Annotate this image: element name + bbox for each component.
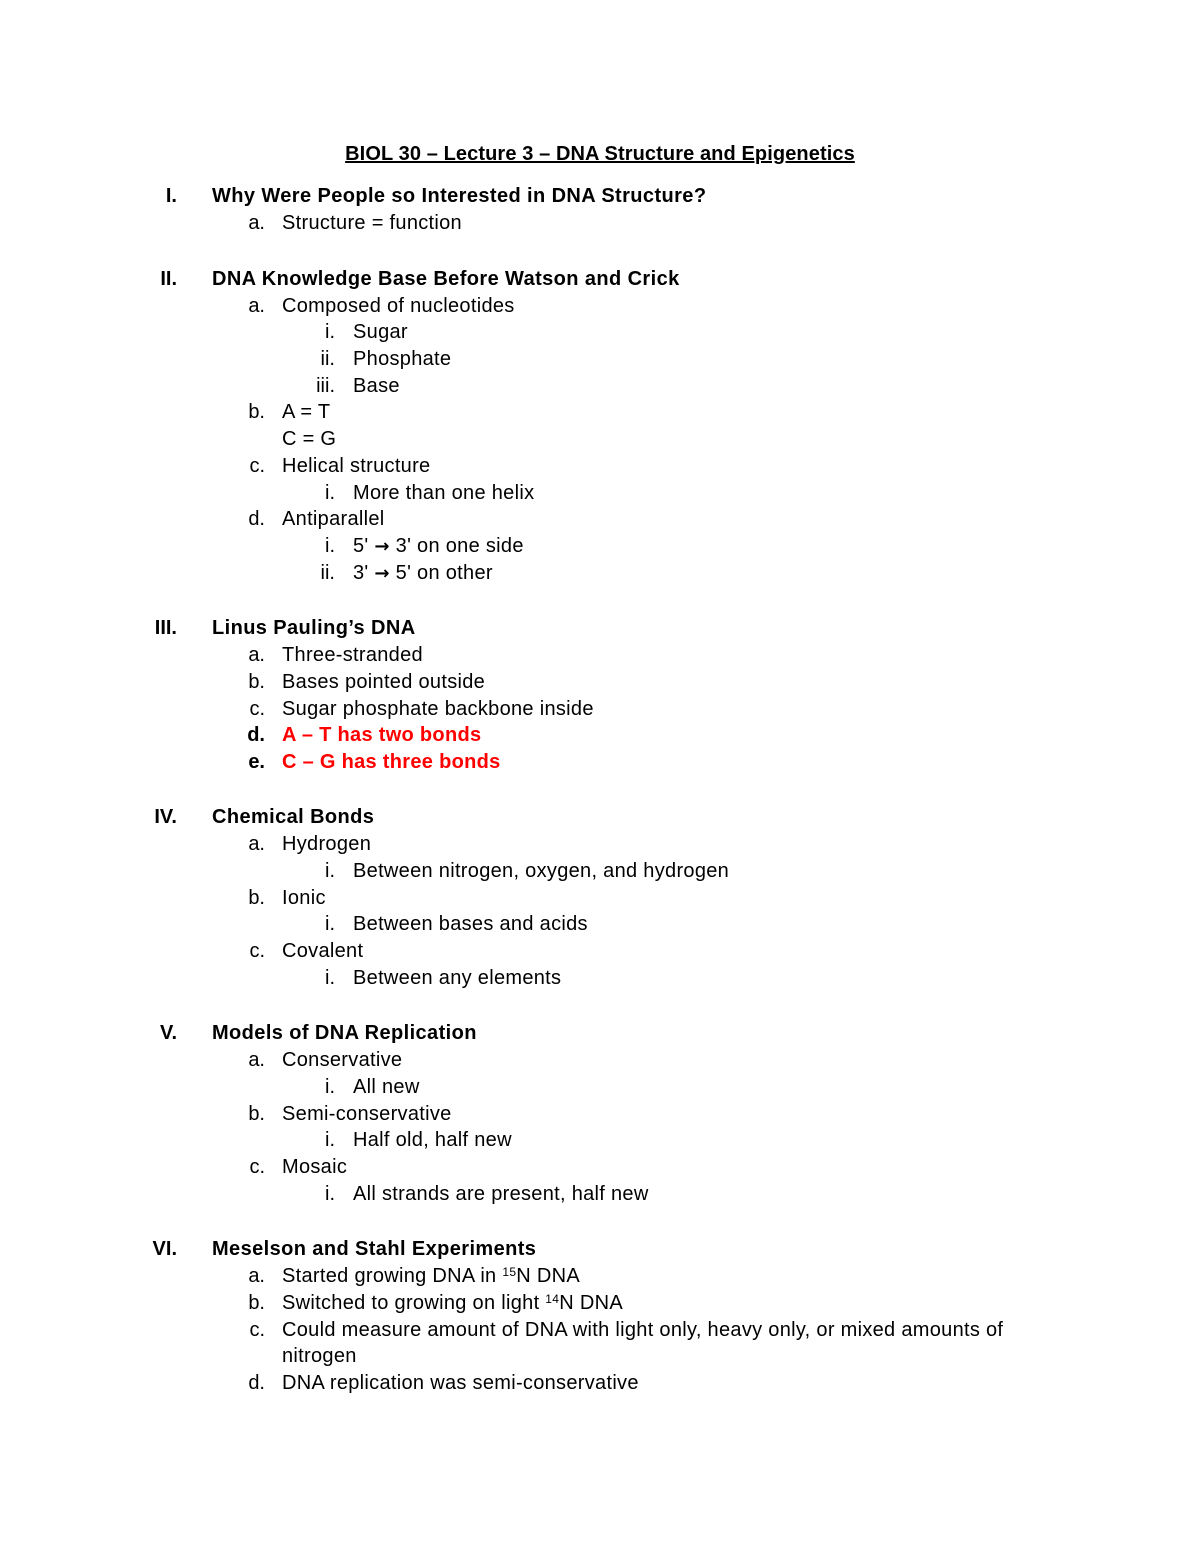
section-numeral: I. [165,185,177,207]
item-marker: a. [248,295,265,317]
item-marker: c. [249,1319,265,1341]
section-numeral: III. [154,617,177,639]
subitem-marker: i. [325,1076,335,1098]
item-text: Ionic [282,887,326,909]
item-marker: d. [247,724,265,746]
subitem-marker: ii. [320,348,335,370]
item-text [282,1263,580,1290]
subitem-text: Between nitrogen, oxygen, and hydrogen [353,860,730,882]
highlighted-item-text: C – G has three bonds [282,751,501,773]
item-marker: c. [249,940,265,962]
item-marker: c. [249,455,265,477]
section-heading: Models of DNA Replication [212,1022,477,1044]
section-numeral: VI. [152,1238,177,1260]
item-text-continued: nitrogen [282,1345,357,1367]
section-heading: Linus Pauling’s DNA [212,617,416,639]
item-text: A = T [282,401,331,423]
item-marker: b. [248,401,265,423]
item-text: Helical structure [282,455,431,477]
subitem-marker: i. [325,482,335,504]
section-numeral: II. [160,268,177,290]
item-text-part: N DNA [516,1265,581,1287]
subitem-text: Sugar [353,321,408,343]
strand-start: 5' [353,535,369,557]
section-heading: Why Were People so Interested in DNA Structure? [212,185,707,207]
item-marker: b. [248,1103,265,1125]
item-marker: c. [249,1156,265,1178]
subitem-marker: i. [325,321,335,343]
item-marker: c. [249,698,265,720]
subitem-text: All new [353,1076,420,1098]
item-marker: a. [248,833,265,855]
item-marker: a. [248,1265,265,1287]
strand-start: 3' [353,562,369,584]
item-marker: d. [248,508,265,530]
document-title: BIOL 30 – Lecture 3 – DNA Structure and Epigenetics [345,143,855,165]
item-text: Hydrogen [282,833,372,855]
subitem-text [353,560,493,587]
section-heading: Meselson and Stahl Experiments [212,1238,537,1260]
strand-end: 3' on one side [395,535,524,557]
arrow-right-icon: → [374,563,390,584]
item-marker: d. [248,1372,265,1394]
item-text-part: N DNA [559,1292,623,1314]
subitem-text: All strands are present, half new [353,1183,649,1205]
isotope-superscript: 14 [545,1292,560,1306]
item-marker: a. [248,644,265,666]
subitem-marker: iii. [316,375,335,397]
item-text: Semi-conservative [282,1103,452,1125]
strand-end: 5' on other [395,562,493,584]
section-numeral: V. [159,1022,177,1044]
item-marker: b. [248,1292,265,1314]
highlighted-item-text: A – T has two bonds [282,724,482,746]
subitem-marker: i. [325,535,335,557]
section-heading: DNA Knowledge Base Before Watson and Crick [212,268,680,290]
item-marker: b. [248,887,265,909]
item-text-continued: C = G [282,428,337,450]
item-text: Conservative [282,1049,403,1071]
item-text-part: Switched to growing on light [282,1292,546,1314]
subitem-marker: i. [325,860,335,882]
subitem-marker: i. [325,967,335,989]
subitem-text: Phosphate [353,348,452,370]
arrow-right-icon: → [374,536,390,557]
item-text: Could measure amount of DNA with light only, heavy only, or mixed amounts of [282,1319,1004,1341]
item-text [282,1290,623,1317]
item-text: Composed of nucleotides [282,295,515,317]
item-text: Sugar phosphate backbone inside [282,698,594,720]
subitem-marker: i. [325,913,335,935]
item-text: Covalent [282,940,364,962]
subitem-text: Base [353,375,400,397]
item-marker: b. [248,671,265,693]
item-marker: e. [248,751,265,773]
item-text: Mosaic [282,1156,348,1178]
subitem-marker: i. [325,1129,335,1151]
subitem-text [353,533,524,560]
subitem-text: Half old, half new [353,1129,512,1151]
item-text: Antiparallel [282,508,385,530]
item-text: Three-stranded [282,644,423,666]
section-heading: Chemical Bonds [212,806,375,828]
item-text: Bases pointed outside [282,671,486,693]
subitem-text: More than one helix [353,482,535,504]
subitem-text: Between any elements [353,967,562,989]
item-text-part: Started growing DNA in [282,1265,503,1287]
isotope-superscript: 15 [502,1265,517,1279]
item-text: DNA replication was semi-conservative [282,1372,639,1394]
section-numeral: IV. [154,806,177,828]
subitem-marker: i. [325,1183,335,1205]
subitem-text: Between bases and acids [353,913,588,935]
subitem-marker: ii. [320,562,335,584]
item-marker: a. [248,1049,265,1071]
item-text: Structure = function [282,212,462,234]
item-marker: a. [248,212,265,234]
